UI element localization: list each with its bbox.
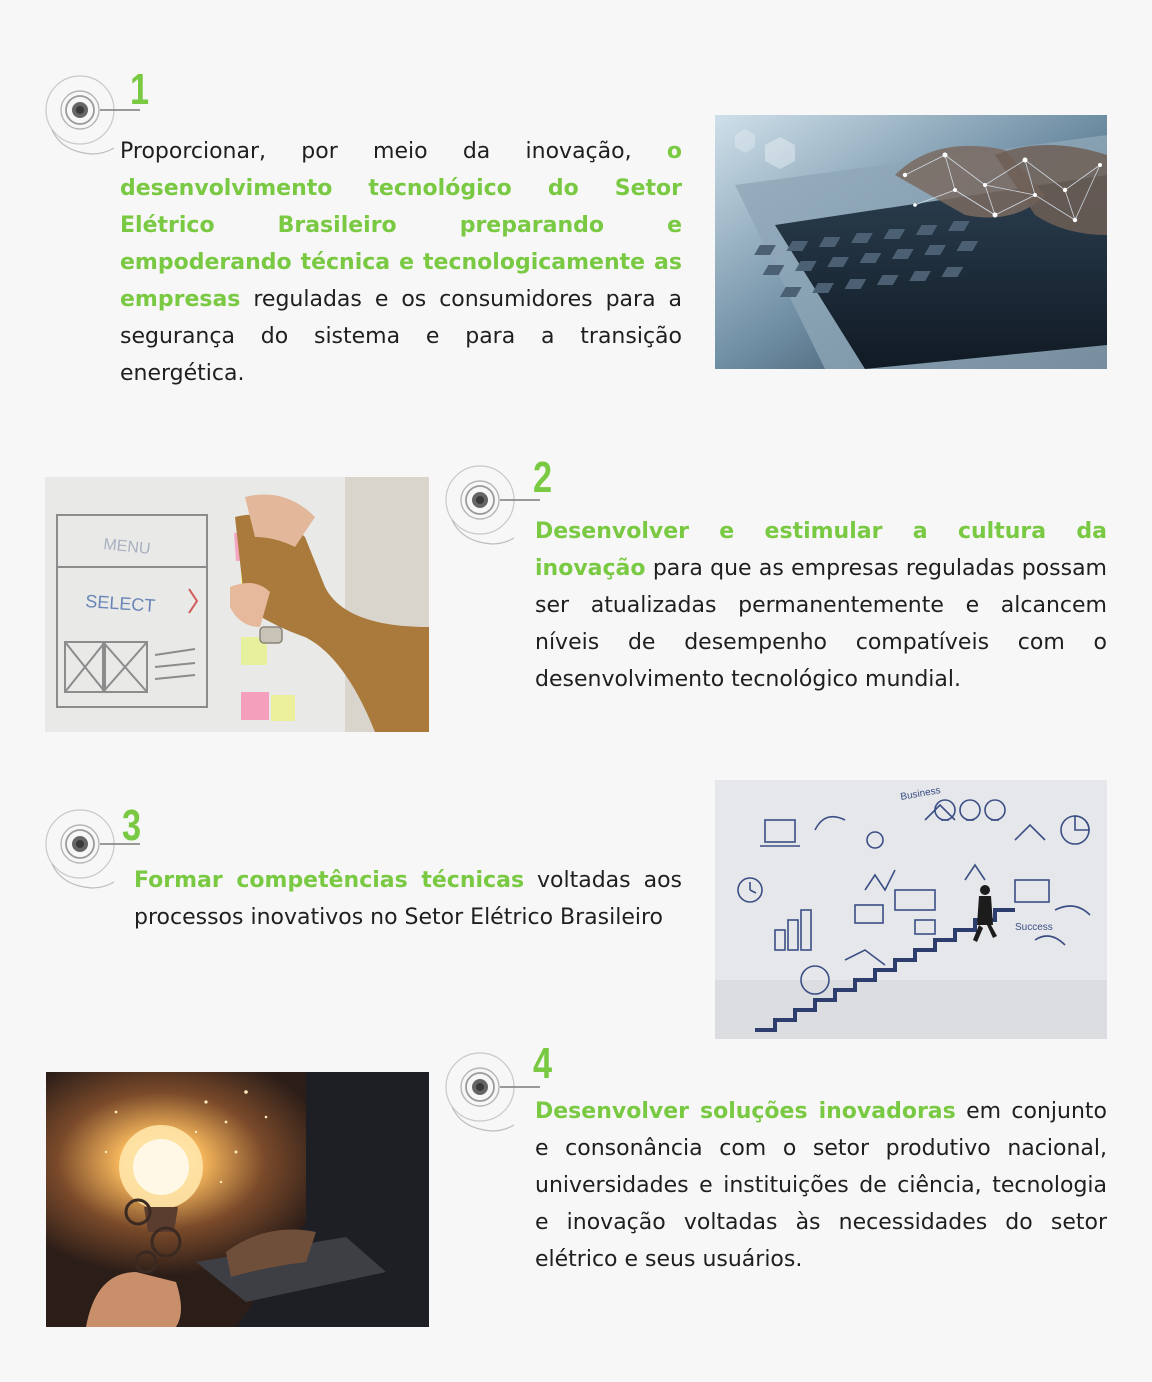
- item-description: [535, 1093, 1107, 1278]
- description-text: para que as empresas reguladas possam ser atualizadas permanentemente e alcancem níveis de desempenho compatíveis com o desenvolvimento tecnológico mundial.: [535, 556, 1107, 692]
- sketch-success-label: Success: [1015, 922, 1053, 933]
- laptop-network-photo: [715, 115, 1107, 369]
- description-text: voltadas aos processos inovativos no Setor Elétrico Brasileiro: [134, 868, 683, 930]
- item-description: [535, 513, 1107, 698]
- highlighted-text: Desenvolver e estimular a cultura da inovação: [535, 519, 1107, 581]
- item-number: 4: [533, 1039, 553, 1088]
- item-number: 1: [130, 65, 150, 114]
- item-number: 2: [533, 453, 553, 502]
- sketch-business-label: Business: [899, 785, 942, 803]
- highlighted-text: Formar competências técnicas: [134, 868, 525, 893]
- stairs-doodles-photo: [715, 780, 1107, 1039]
- sketch-menu-label: MENU: [102, 536, 152, 558]
- sketch-select-label: SELECT: [84, 591, 156, 616]
- target-icon: [440, 1045, 540, 1135]
- glowing-lightbulb-photo: [46, 1072, 429, 1327]
- item-description: [120, 133, 682, 392]
- item-number: 3: [122, 801, 142, 850]
- target-icon: [440, 458, 540, 548]
- description-text: reguladas e os consumidores para a segurança do sistema e para a transição energética.: [120, 287, 682, 386]
- highlighted-text: Desenvolver soluções inovadoras: [535, 1099, 956, 1124]
- description-text: Proporcionar, por meio da inovação,: [120, 139, 667, 164]
- description-text: em conjunto e consonância com o setor produtivo nacional, universidades e instituições de ciência, tecnologia e inovação voltadas às necessidades do setor elétrico e seus usuários.: [535, 1099, 1107, 1272]
- sticky-notes-wireframe-photo: [45, 477, 429, 732]
- highlighted-text: o desenvolvimento tecnológico do Setor Elétrico Brasileiro preparando e empoderando técnica e tecnologicamente as empresas: [120, 139, 682, 312]
- item-description: [134, 862, 682, 936]
